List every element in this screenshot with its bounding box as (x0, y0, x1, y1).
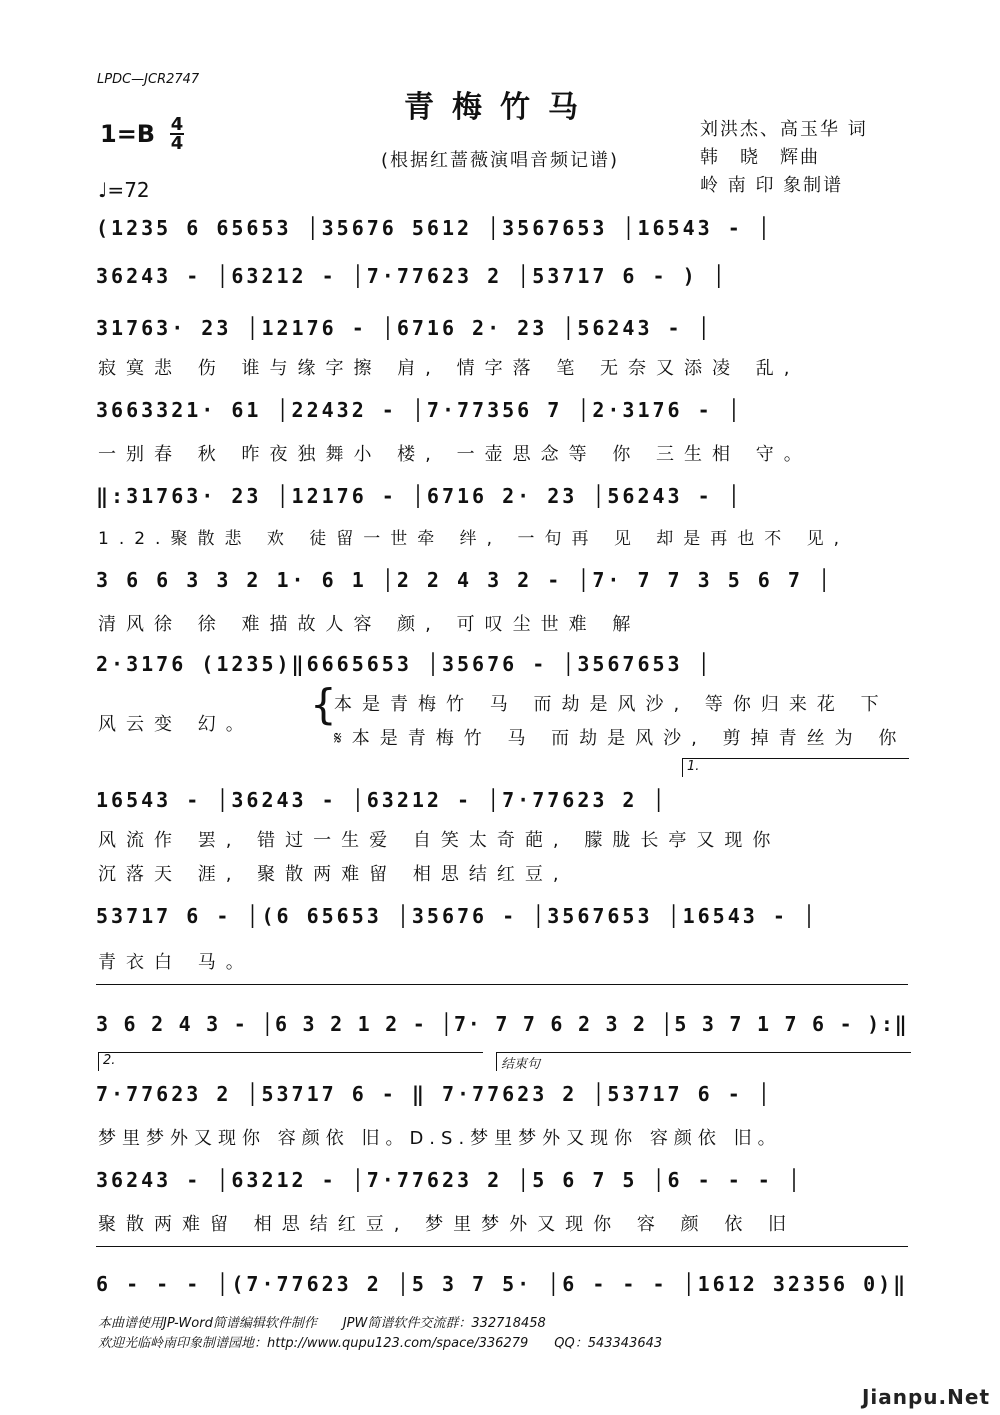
song-subtitle: (根据红蔷薇演唱音频记谱) (380, 150, 620, 171)
notation-line-1 (96, 216, 908, 248)
volta-first: 1. (682, 758, 909, 777)
song-title: 青梅竹马 (404, 90, 596, 125)
lyric-line-11: 梦里梦外又现你 容颜依 旧。D.S.梦里梦外又现你 容颜依 旧。 (98, 1128, 782, 1149)
meter-top: 4 (170, 114, 184, 135)
verse-brace: { (310, 680, 337, 729)
notes: 7·77623 2 │53717 6 - ‖ 7·77623 2 │53717 6 - │ (96, 1082, 773, 1106)
notation-line-5 (96, 484, 908, 516)
notation-line-8 (96, 788, 908, 820)
lyricist-credit: 刘洪杰、高玉华 词 (700, 119, 868, 140)
notation-line-12 (96, 1168, 908, 1200)
tempo-mark: ♩=72 (98, 178, 150, 202)
notes: 3663321· 61 │22432 - │7·77356 7 │2·3176 - │ (96, 398, 743, 422)
notes: ‖:31763· 23 │12176 - │6716 2· 23 │56243 - │ (96, 484, 743, 508)
watermark: Jianpu.Net (861, 1385, 990, 1409)
arranger-credit: 岭 南 印 象制谱 (700, 175, 844, 196)
volta-ending: 结束句 (496, 1052, 911, 1071)
notes: 53717 6 - │(6 65653 │35676 - │3567653 │16543 - │ (96, 904, 818, 928)
notes: 36243 - │63212 - │7·77623 2 │5 6 7 5 │6 - - - │ (96, 1168, 803, 1192)
notation-line-11 (96, 1082, 908, 1114)
lyric-verse-1: 本是青梅竹 马 而劫是风沙, 等你归来花 下 (334, 694, 889, 715)
volta-second: 2. (98, 1052, 483, 1071)
lyric-line-5: 1.2.聚散悲 欢 徒留一世牵 绊, 一句再 见 却是再也不 见, (98, 529, 850, 549)
composer-credit: 韩 晓 辉曲 (700, 147, 820, 168)
notation-line-4 (96, 398, 908, 430)
score-code: LPDC—JCR2747 (97, 72, 200, 87)
notation-line-6 (96, 568, 908, 600)
notation-line-3 (96, 316, 908, 348)
footer-line-1: 本曲谱使用JP-Word简谱编辑软件制作 JPW简谱软件交流群：332718458 (98, 1316, 546, 1331)
lyric-line-9: 青衣白 马。 (98, 952, 254, 973)
notes: 6 - - - │(7·77623 2 │5 3 7 5· │6 - - - │1612 32356 0)‖ (96, 1272, 909, 1296)
final-divider (96, 1246, 908, 1247)
notes: 2·3176 (1235)‖6665653 │35676 - │3567653 │ (96, 652, 713, 676)
notes: 36243 - │63212 - │7·77623 2 │53717 6 - ) │ (96, 264, 728, 288)
notes: (1235 6 65653 │35676 5612 │3567653 │16543 - │ (96, 216, 773, 240)
notation-line-2 (96, 264, 908, 296)
credits (700, 116, 868, 200)
section-divider (96, 984, 908, 985)
notation-line-7 (96, 652, 908, 684)
notes: 3 6 6 3 3 2 1· 6 1 │2 2 4 3 2 - │7· 7 7 3 5 6 7 │ (96, 568, 834, 592)
meter-bottom: 4 (170, 133, 184, 154)
lyric-line-8b: 沉落天 涯, 聚散两难留 相思结红豆, (98, 864, 569, 885)
notes: 3 6 2 4 3 - │6 3 2 1 2 - │7· 7 7 6 2 3 2 │5 3 7 1 7 6 - ):‖ (96, 1012, 909, 1036)
lyric-verse-2: 𝄋本是青梅竹 马 而劫是风沙, 剪掉青丝为 你 (334, 728, 907, 749)
lyric-line-8a: 风流作 罢, 错过一生爱 自笑太奇葩, 朦胧长亭又现你 (98, 830, 781, 851)
lyric-line-4: 一别春 秋 昨夜独舞小 楼, 一壶思念等 你 三生相 守。 (98, 444, 812, 465)
notes: 31763· 23 │12176 - │6716 2· 23 │56243 - │ (96, 316, 713, 340)
lyric-line-7: 风云变 幻。 (98, 714, 254, 735)
notation-line-13 (96, 1272, 908, 1304)
lyric-line-3: 寂寞悲 伤 谁与缘字擦 肩, 情字落 笔 无奈又添凌 乱, (98, 358, 800, 379)
notation-line-9 (96, 904, 908, 936)
footer-line-2: 欢迎光临岭南印象制谱园地：http://www.qupu123.com/space/336279 QQ：543343643 (98, 1336, 663, 1351)
key-signature: 1=B (100, 120, 156, 148)
notes: 16543 - │36243 - │63212 - │7·77623 2 │ (96, 788, 668, 812)
lyric-line-12: 聚散两难留 相思结红豆, 梦里梦外又现你 容 颜 依 旧 (98, 1214, 797, 1235)
notation-line-10 (96, 1012, 908, 1044)
time-signature (170, 116, 184, 152)
lyric-line-6: 清风徐 徐 难描故人容 颜, 可叹尘世难 解 (98, 614, 641, 635)
